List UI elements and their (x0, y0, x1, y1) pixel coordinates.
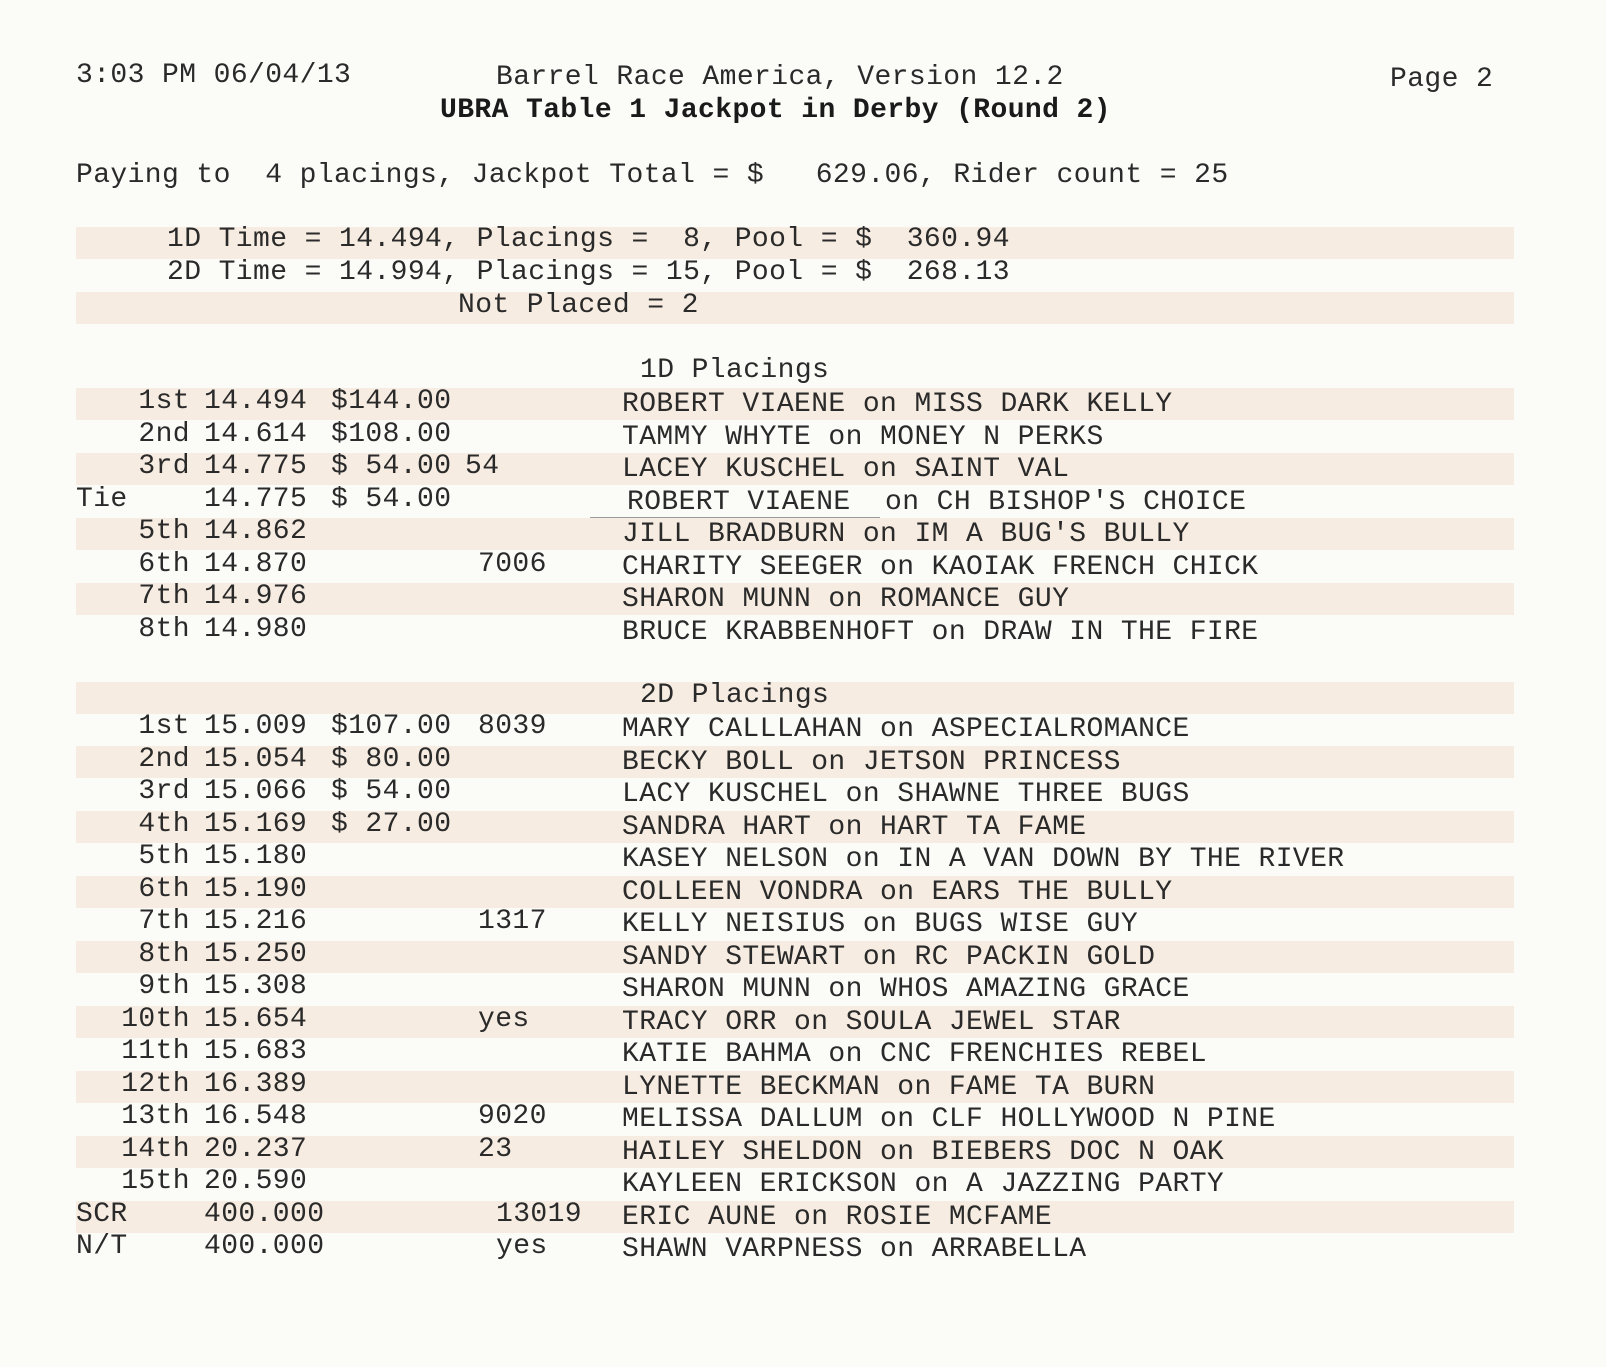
placing-rank: 1st (138, 386, 190, 417)
placing-rank: 2nd (138, 418, 190, 450)
placing-rank: 14th (121, 1133, 190, 1165)
rider-on-horse: TRACY ORR on SOULA JEWEL STAR (622, 1006, 1121, 1038)
placing-rank: 3rd (138, 451, 190, 482)
run-time: 20.237 (204, 1133, 308, 1165)
rider-on-horse: SHARON MUNN on WHOS AMAZING GRACE (622, 974, 1190, 1005)
not-placed-count: Not Placed = 2 (458, 290, 699, 321)
placing-rank: 11th (121, 1036, 190, 1067)
run-time: 16.389 (204, 1068, 308, 1100)
run-time: 15.308 (204, 971, 308, 1002)
rider-on-horse: COLLEEN VONDRA on EARS THE BULLY (622, 876, 1173, 908)
run-time: 14.862 (204, 516, 308, 547)
placing-rank: N/T (76, 1231, 128, 1262)
run-time: 15.066 (204, 776, 308, 807)
rider-on-horse: ROBERT VIAENE on CH BISHOP'S CHOICE (627, 486, 1247, 518)
run-time: 16.548 (204, 1101, 308, 1132)
rider-on-horse: BECKY BOLL on JETSON PRINCESS (622, 746, 1121, 778)
rider-on-horse: KAYLEEN ERICKSON on A JAZZING PARTY (622, 1169, 1225, 1200)
placing-rank: 10th (121, 1003, 190, 1035)
payout-amount: $ 54.00 (331, 451, 452, 482)
program-name: Barrel Race America, Version 12.2 (496, 62, 1064, 93)
rider-on-horse: LACEY KUSCHEL on SAINT VAL (622, 454, 1070, 485)
rider-on-horse: HAILEY SHELDON on BIEBERS DOC N OAK (622, 1136, 1225, 1168)
run-time: 14.980 (204, 613, 308, 645)
division-2d-summary: 2D Time = 14.994, Placings = 15, Pool = $ 268.13 (167, 257, 1010, 288)
entry-note: 1317 (478, 906, 547, 937)
run-time: 15.054 (204, 743, 308, 775)
placing-rank: 13th (121, 1101, 190, 1132)
run-time: 15.250 (204, 938, 308, 970)
rider-on-horse: KASEY NELSON on IN A VAN DOWN BY THE RIVER (622, 844, 1345, 875)
rider-on-horse: SANDY STEWART on RC PACKIN GOLD (622, 941, 1156, 973)
hand-underline-mark (590, 517, 880, 518)
payout-amount: $ 80.00 (331, 743, 452, 775)
rider-on-horse: SHAWN VARPNESS on ARRABELLA (622, 1234, 1087, 1265)
rider-on-horse: MELISSA DALLUM on CLF HOLLYWOOD N PINE (622, 1104, 1276, 1135)
rider-on-horse: LYNETTE BECKMAN on FAME TA BURN (622, 1071, 1156, 1103)
summary-line: Paying to 4 placings, Jackpot Total = $ 629.06, Rider count = 25 (76, 160, 1229, 191)
rider-on-horse: MARY CALLLAHAN on ASPECIALROMANCE (622, 714, 1190, 745)
placing-rank: 8th (138, 613, 190, 645)
payout-amount: $107.00 (331, 711, 452, 742)
run-time: 14.870 (204, 548, 308, 580)
placing-rank: 8th (138, 938, 190, 970)
run-time: 14.494 (204, 386, 308, 417)
rider-on-horse: SANDRA HART on HART TA FAME (622, 811, 1087, 843)
payout-amount: $108.00 (331, 418, 452, 450)
entry-note: 9020 (478, 1101, 547, 1132)
payout-amount: $ 54.00 (331, 776, 452, 807)
rider-on-horse: LACY KUSCHEL on SHAWNE THREE BUGS (622, 779, 1190, 810)
placing-rank: 9th (138, 971, 190, 1002)
run-time: 15.190 (204, 873, 308, 905)
run-time: 15.654 (204, 1003, 308, 1035)
division-1d-summary: 1D Time = 14.494, Placings = 8, Pool = $ 360.94 (167, 224, 1010, 255)
placing-rank: 4th (138, 808, 190, 840)
payout-amount: $ 27.00 (331, 808, 452, 840)
entry-note: yes (496, 1231, 548, 1262)
run-time: 400.000 (204, 1198, 325, 1230)
run-time: 14.775 (204, 483, 308, 515)
rider-on-horse: CHARITY SEEGER on KAOIAK FRENCH CHICK (622, 551, 1259, 583)
section-heading: 1D Placings (640, 355, 830, 386)
placing-rank: Tie (76, 483, 128, 515)
rider-on-horse: BRUCE KRABBENHOFT on DRAW IN THE FIRE (622, 616, 1259, 648)
entry-note: 13019 (496, 1198, 583, 1230)
shade-band (76, 292, 1514, 324)
placing-rank: 1st (138, 711, 190, 742)
run-time: 14.976 (204, 581, 308, 612)
entry-note: 7006 (478, 548, 547, 580)
placing-rank: 3rd (138, 776, 190, 807)
entry-note: 54 (465, 451, 500, 482)
rider-on-horse: TAMMY WHYTE on MONEY N PERKS (622, 421, 1104, 453)
placing-rank: 7th (138, 906, 190, 937)
run-time: 14.614 (204, 418, 308, 450)
report-title: UBRA Table 1 Jackpot in Derby (Round 2) (440, 95, 1111, 126)
placing-rank: 15th (121, 1166, 190, 1197)
page-number: Page 2 (1390, 64, 1494, 95)
run-time: 15.216 (204, 906, 308, 937)
run-time: 15.180 (204, 841, 308, 872)
rider-on-horse: KELLY NEISIUS on BUGS WISE GUY (622, 909, 1139, 940)
entry-note: yes (478, 1003, 530, 1035)
run-time: 15.169 (204, 808, 308, 840)
placing-rank: 2nd (138, 743, 190, 775)
rider-on-horse: ERIC AUNE on ROSIE MCFAME (622, 1201, 1053, 1233)
run-time: 15.009 (204, 711, 308, 742)
rider-on-horse: ROBERT VIAENE on MISS DARK KELLY (622, 389, 1173, 420)
run-time: 400.000 (204, 1231, 325, 1262)
payout-amount: $ 54.00 (331, 483, 452, 515)
payout-amount: $144.00 (331, 386, 452, 417)
placing-rank: 7th (138, 581, 190, 612)
rider-on-horse: SHARON MUNN on ROMANCE GUY (622, 584, 1070, 615)
rider-on-horse: JILL BRADBURN on IM A BUG'S BULLY (622, 519, 1190, 550)
report-timestamp: 3:03 PM 06/04/13 (76, 60, 352, 91)
section-heading: 2D Placings (640, 680, 830, 711)
placing-rank: SCR (76, 1198, 128, 1230)
run-time: 15.683 (204, 1036, 308, 1067)
entry-note: 8039 (478, 711, 547, 742)
placing-rank: 12th (121, 1068, 190, 1100)
placing-rank: 6th (138, 548, 190, 580)
rider-on-horse: KATIE BAHMA on CNC FRENCHIES REBEL (622, 1039, 1207, 1070)
placing-rank: 5th (138, 516, 190, 547)
run-time: 20.590 (204, 1166, 308, 1197)
placing-rank: 6th (138, 873, 190, 905)
run-time: 14.775 (204, 451, 308, 482)
placing-rank: 5th (138, 841, 190, 872)
entry-note: 23 (478, 1133, 513, 1165)
